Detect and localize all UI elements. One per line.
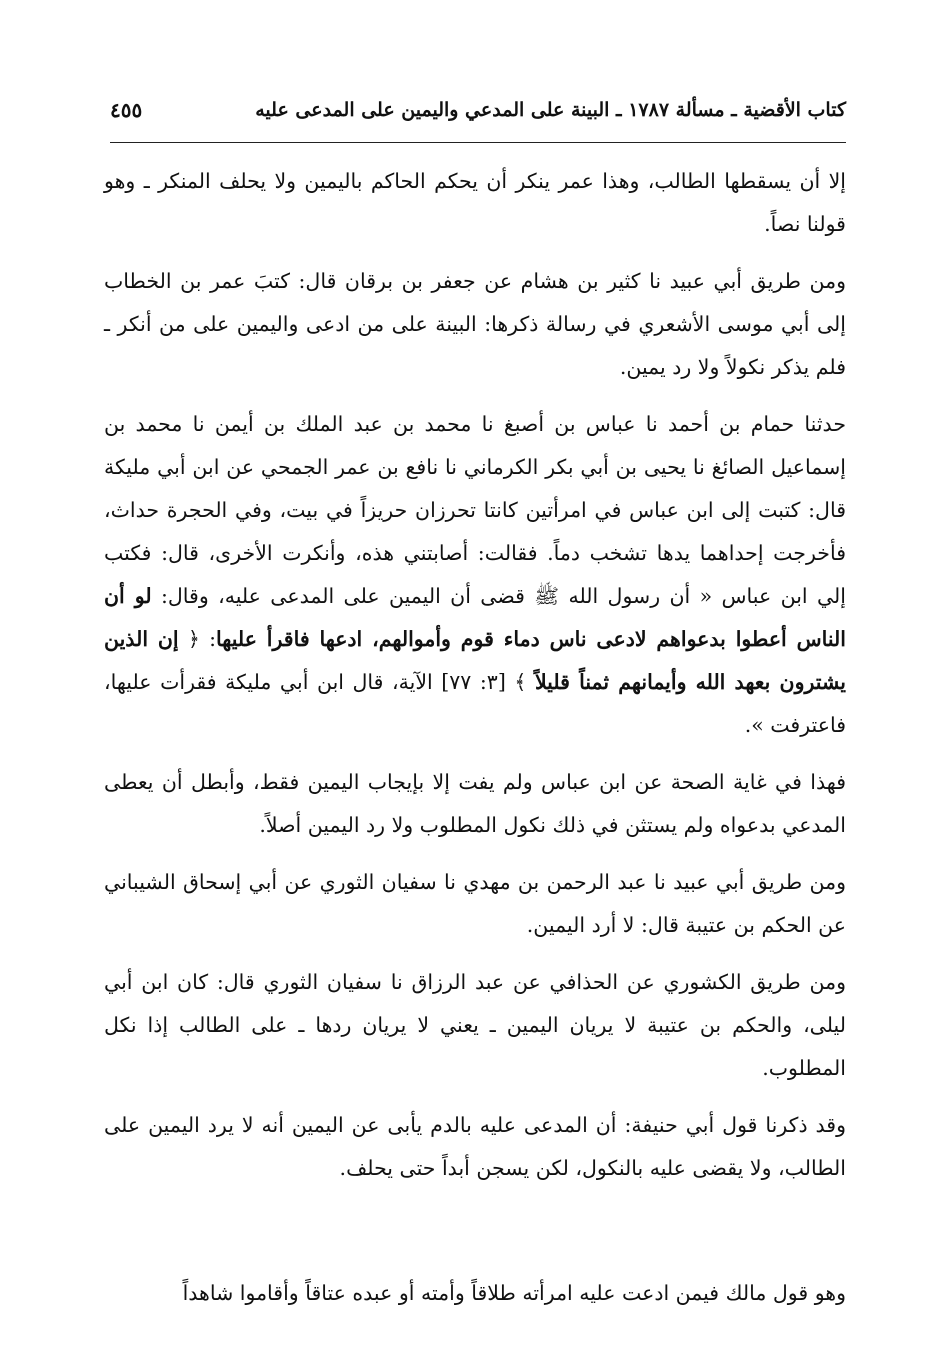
hadith-chain-text: حدثنا حمام بن أحمد نا عباس بن أصبغ نا محمد بن عبد الملك بن أيمن نا محمد بن إسماعيل الصائغ نا يحيى بن أبي بكر الكرماني نا نافع بن عمر الجمحي عن ابن أبي مليكة قال: كتبت إلى ابن عباس في امرأتين كانتا تحرزان حريزاً في بيت، وفي الحجرة حداث، فأخرجت إحداهما يدها تشخب دماً. فقالت: أصابتني هذه، وأنكرت الأخرى، قال: فكتب إلي ابن عباس « أن رسول الله ﷺ قضى أن اليمين على المدعى عليه، وقال: xyxy=(104,412,846,608)
paragraph-6: ومن طريق الكشوري عن الحذافي عن عبد الرزاق نا سفيان الثوري قال: كان ابن أبي ليلى، والحكم بن عتيبة لا يريان اليمين ـ يعني لا يريان ردها ـ على الطالب إذا نكل المطلوب. xyxy=(104,970,846,1080)
paragraph-7: وقد ذكرنا قول أبي حنيفة: أن المدعى عليه بالدم يأبى عن اليمين أنه لا يرد اليمين على الطالب، ولا يقضى عليه بالنكول، لكن يسجن أبداً حتى يحلف. xyxy=(104,1113,846,1180)
running-title: كتاب الأقضية ـ مسألة ١٧٨٧ ـ البينة على المدعي واليمين على المدعى عليه xyxy=(255,99,846,121)
paragraph-3 xyxy=(104,403,846,747)
hadith-ending-text: ﴾ [٣: ٧٧] الآية، قال ابن أبي مليكة فقرأت عليها، فاعترفت ». xyxy=(104,670,846,737)
page-number: ٤٥٥ xyxy=(110,98,143,122)
header-rule xyxy=(110,142,846,143)
paragraph-1: إلا أن يسقطها الطالب، وهذا عمر ينكر أن يحكم الحاكم باليمين ولا يحلف المنكر ـ وهو قولنا نصاً. xyxy=(104,169,846,236)
quran-verse-bold: إن الذين يشترون بعهد الله وأيمانهم ثمناً قليلاً xyxy=(104,627,846,694)
paragraph-2: ومن طريق أبي عبيد نا كثير بن هشام عن جعفر بن برقان قال: كتبَ عمر بن الخطاب إلى أبي موسى الأشعري في رسالة ذكرها: البينة على من ادعى واليمين على من أنكر ـ فلم يذكر نكولاً ولا رد يمين. xyxy=(104,269,846,379)
main-text xyxy=(104,160,846,1204)
quran-open-bracket: : ﴿ xyxy=(178,627,217,651)
paragraph-5: ومن طريق أبي عبيد نا عبد الرحمن بن مهدي نا سفيان الثوري عن أبي إسحاق الشيباني عن الحكم بن عتيبة قال: لا أرد اليمين. xyxy=(104,870,846,937)
last-line: وهو قول مالك فيمن ادعت عليه امرأته طلاقاً وأمته أو عبده عتاقاً وأقاموا شاهداً xyxy=(182,1281,846,1305)
page-header xyxy=(110,92,846,128)
paragraph-4: فهذا في غاية الصحة عن ابن عباس ولم يفت إلا بإيجاب اليمين فقط، وأبطل أن يعطى المدعي بدعواه ولم يستثن في ذلك نكول المطلوب ولا رد اليمين أصلاً. xyxy=(104,770,846,837)
hadith-quote-bold: لو أن الناس أعطوا بدعواهم لادعى ناس دماء قوم وأموالهم، ادعها فاقرأ عليها xyxy=(104,584,847,651)
